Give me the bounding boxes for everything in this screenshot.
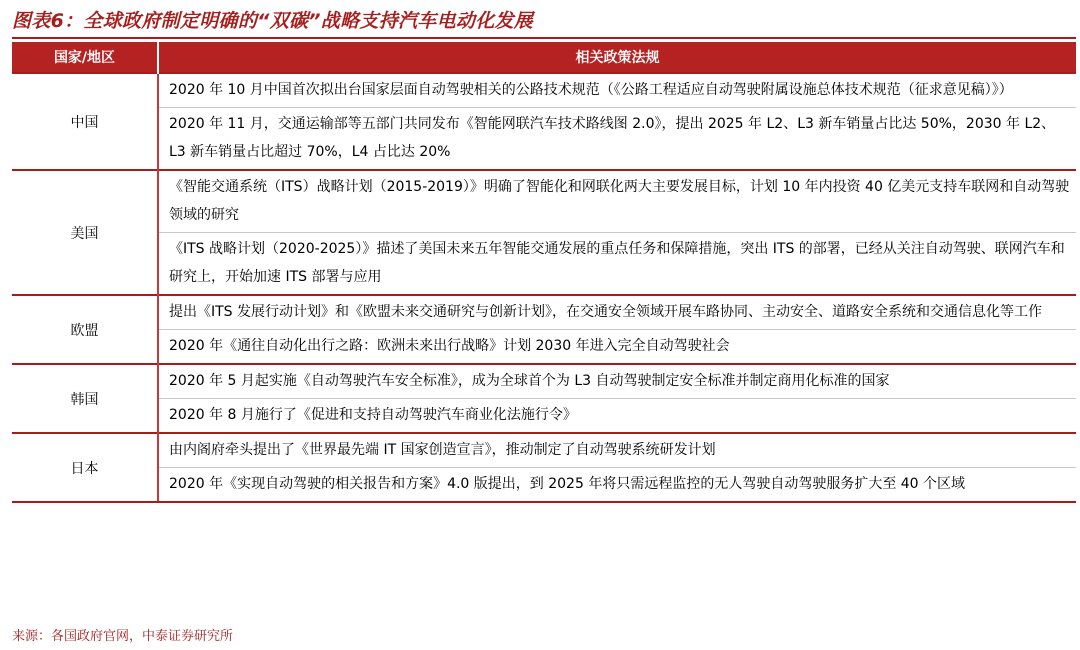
policy-cell: 2020 年 8 月施行了《促进和支持自动驾驶汽车商业化法施行令》	[158, 399, 1076, 434]
policy-table	[12, 42, 1076, 503]
policy-cell: 2020 年 5 月起实施《自动驾驶汽车安全标准》，成为全球首个为 L3 自动驾驶制定安全标准并制定商用化标准的国家	[158, 364, 1076, 399]
policy-cell: 2020 年《实现自动驾驶的相关报告和方案》4.0 版提出，到 2025 年将只需远程监控的无人驾驶自动驾驶服务扩大至 40 个区域	[158, 468, 1076, 503]
country-cell-korea: 韩国	[12, 364, 158, 433]
header-country: 国家/地区	[12, 42, 158, 73]
policy-cell: 2020 年 10 月中国首次拟出台国家层面自动驾驶相关的公路技术规范（《公路工程适应自动驾驶附属设施总体技术规范（征求意见稿）》）	[158, 73, 1076, 108]
table-row-usa	[12, 170, 1076, 233]
table-row	[12, 468, 1076, 503]
table-row-korea	[12, 364, 1076, 399]
table-row	[12, 399, 1076, 434]
table-row-china	[12, 73, 1076, 108]
policy-cell: 提出《ITS 发展行动计划》和《欧盟未来交通研究与创新计划》，在交通安全领域开展车路协同、主动安全、道路安全系统和交通信息化等工作	[158, 295, 1076, 330]
table-row	[12, 233, 1076, 296]
table-row	[12, 330, 1076, 365]
country-cell-china: 中国	[12, 73, 158, 170]
country-cell-eu: 欧盟	[12, 295, 158, 364]
country-cell-usa: 美国	[12, 170, 158, 295]
policy-cell: 由内阁府牵头提出了《世界最先端 IT 国家创造宣言》，推动制定了自动驾驶系统研发计划	[158, 433, 1076, 468]
header-policies: 相关政策法规	[158, 42, 1076, 73]
country-cell-japan: 日本	[12, 433, 158, 502]
title-divider	[12, 37, 1076, 39]
policy-cell: 《ITS 战略计划（2020-2025）》描述了美国未来五年智能交通发展的重点任务和保障措施，突出 ITS 的部署，已经从关注自动驾驶、联网汽车和研究上，开始加速 ITS 部署与应用	[158, 233, 1076, 296]
policy-cell: 2020 年 11 月，交通运输部等五部门共同发布《智能网联汽车技术路线图 2.0》，提出 2025 年 L2、L3 新车销量占比达 50%，2030 年 L2、L3 新车销量占比超过 70%，L4 占比达 20%	[158, 108, 1076, 171]
figure-title: 图表6：全球政府制定明确的“双碳”战略支持汽车电动化发展	[12, 10, 534, 32]
table-row-japan	[12, 433, 1076, 468]
source-note: 来源：各国政府官网，中泰证券研究所	[12, 629, 234, 644]
table-row	[12, 108, 1076, 171]
policy-cell: 2020 年《通往自动化出行之路：欧洲未来出行战略》计划 2030 年进入完全自动驾驶社会	[158, 330, 1076, 365]
table-header-row	[12, 42, 1076, 73]
policy-cell: 《智能交通系统（ITS）战略计划（2015-2019）》明确了智能化和网联化两大主要发展目标，计划 10 年内投资 40 亿美元支持车联网和自动驾驶领域的研究	[158, 170, 1076, 233]
table-row-eu	[12, 295, 1076, 330]
